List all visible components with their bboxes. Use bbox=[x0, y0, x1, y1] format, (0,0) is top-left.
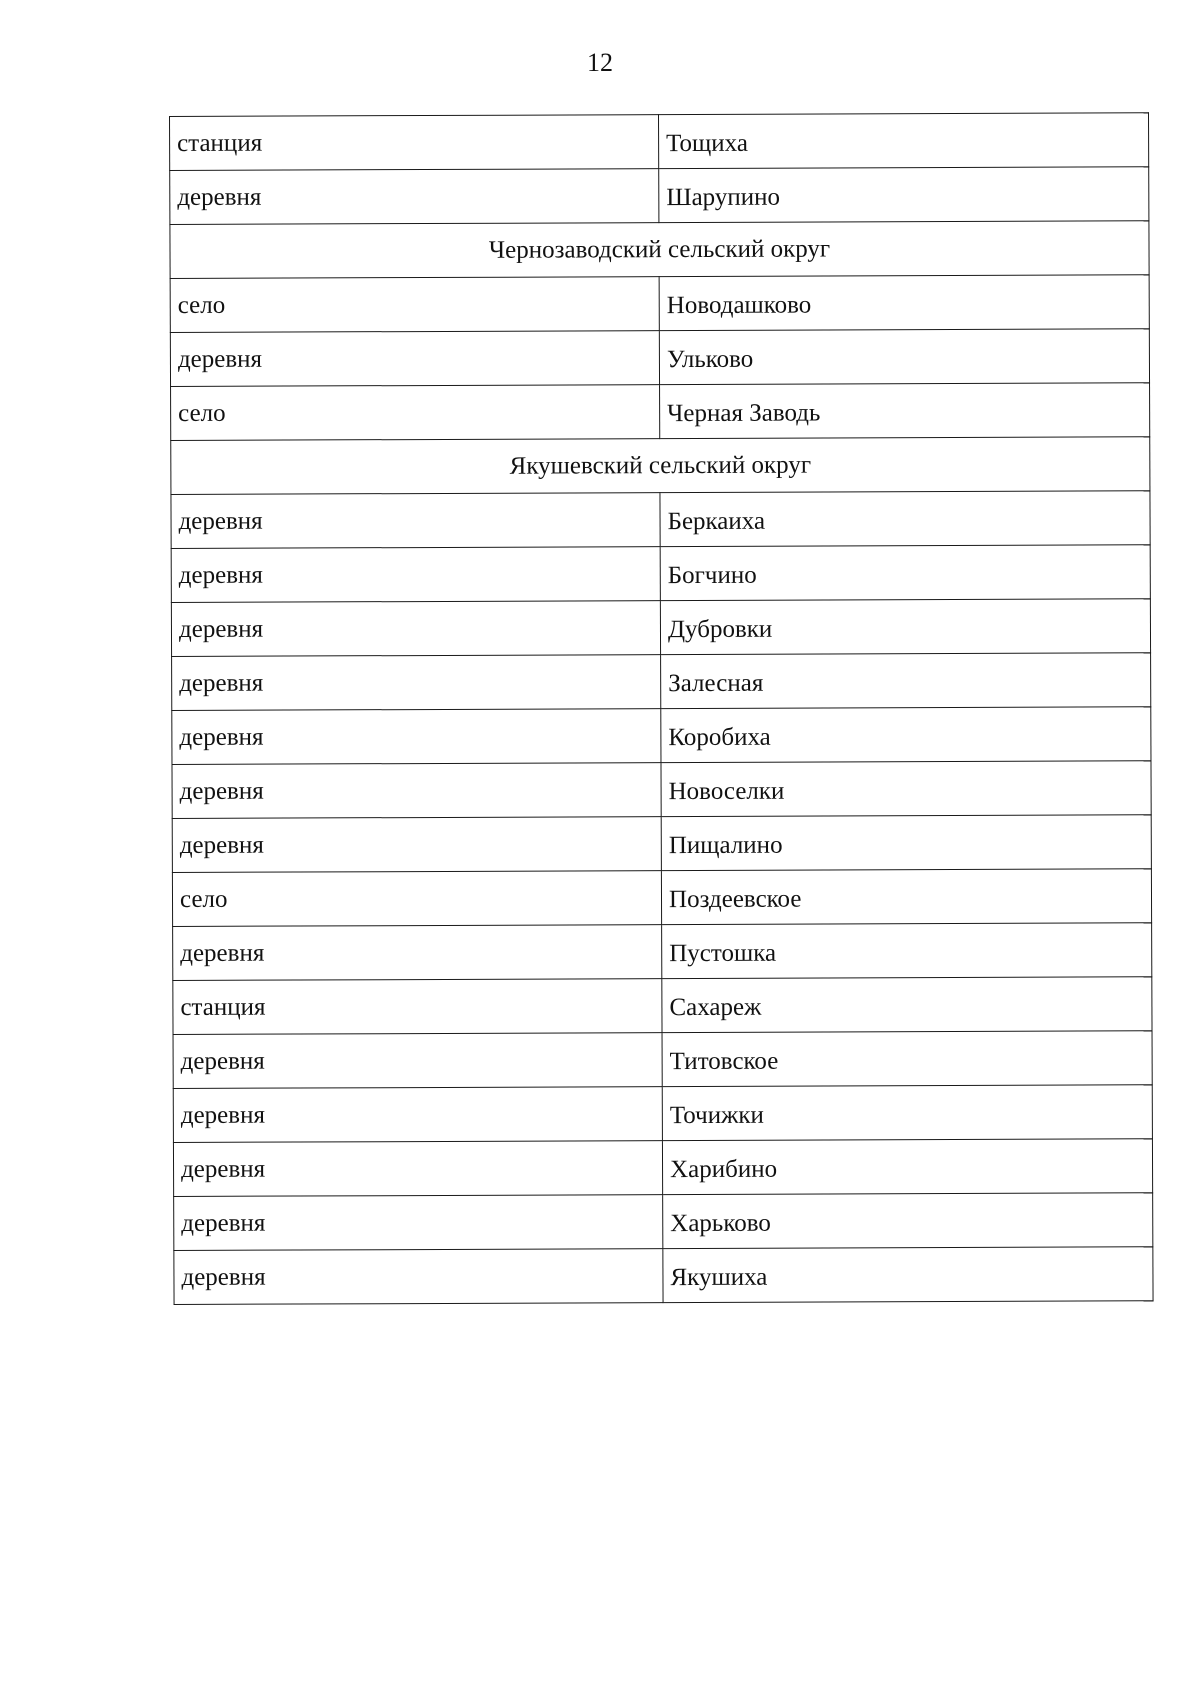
table-row bbox=[170, 329, 1149, 387]
table-row bbox=[173, 1031, 1152, 1089]
settlement-name: Поздеевское bbox=[661, 869, 1151, 925]
settlements-table-body bbox=[170, 113, 1154, 1305]
settlement-name: Новоселки bbox=[661, 761, 1151, 817]
table-row bbox=[170, 275, 1149, 333]
settlement-name: Пищалино bbox=[661, 815, 1151, 871]
settlements-table bbox=[169, 112, 1154, 1305]
settlement-type: деревня bbox=[171, 493, 660, 549]
table-row bbox=[170, 167, 1149, 225]
table-row bbox=[173, 977, 1152, 1035]
table-row bbox=[171, 599, 1150, 657]
settlement-type: деревня bbox=[170, 169, 659, 225]
settlement-type: деревня bbox=[173, 1087, 662, 1143]
table-row bbox=[172, 707, 1151, 765]
settlement-name: Пустошка bbox=[662, 923, 1152, 979]
table-row bbox=[170, 113, 1149, 171]
table-row bbox=[171, 545, 1150, 603]
district-header-row bbox=[170, 221, 1149, 279]
settlement-type: деревня bbox=[173, 1141, 662, 1197]
settlement-type: деревня bbox=[172, 655, 661, 711]
table-row bbox=[172, 761, 1151, 819]
settlement-type: деревня bbox=[172, 817, 661, 873]
settlement-name: Титовское bbox=[662, 1031, 1152, 1087]
table-row bbox=[174, 1193, 1153, 1251]
settlement-type: деревня bbox=[172, 763, 661, 819]
settlement-name: Ульково bbox=[659, 329, 1149, 385]
table-row bbox=[174, 1247, 1153, 1305]
table-row bbox=[173, 1139, 1152, 1197]
settlement-type: деревня bbox=[173, 925, 662, 981]
table-row bbox=[172, 653, 1151, 711]
table-row bbox=[173, 1085, 1152, 1143]
settlement-type: деревня bbox=[170, 331, 659, 387]
settlement-name: Дубровки bbox=[660, 599, 1150, 655]
settlement-type: деревня bbox=[174, 1195, 663, 1251]
settlement-type: станция bbox=[170, 115, 659, 171]
settlement-name: Беркаиха bbox=[660, 491, 1150, 547]
settlement-type: село bbox=[170, 277, 659, 333]
settlement-name: Богчино bbox=[660, 545, 1150, 601]
settlement-name: Черная Заводь bbox=[660, 383, 1150, 439]
table-row bbox=[171, 491, 1150, 549]
settlement-type: деревня bbox=[171, 601, 660, 657]
page-number: 12 bbox=[587, 48, 613, 77]
settlement-type: станция bbox=[173, 979, 662, 1035]
settlement-name: Харибино bbox=[662, 1139, 1152, 1195]
settlement-name: Точижки bbox=[662, 1085, 1152, 1141]
settlement-name: Якушиха bbox=[663, 1247, 1153, 1303]
settlement-name: Коробиха bbox=[661, 707, 1151, 763]
settlement-name: Сахареж bbox=[662, 977, 1152, 1033]
settlement-name: Харьково bbox=[663, 1193, 1153, 1249]
table-row bbox=[172, 869, 1151, 927]
settlement-name: Залесная bbox=[661, 653, 1151, 709]
table-row bbox=[172, 815, 1151, 873]
district-name: Якушевский сельский округ bbox=[171, 437, 1150, 495]
district-name: Чернозаводский сельский округ bbox=[170, 221, 1149, 279]
district-header-row bbox=[171, 437, 1150, 495]
settlement-type: село bbox=[171, 385, 660, 441]
settlement-name: Шарупино bbox=[659, 167, 1149, 223]
table-row bbox=[171, 383, 1150, 441]
settlement-type: деревня bbox=[174, 1249, 663, 1305]
settlement-name: Новодашково bbox=[659, 275, 1149, 331]
settlement-type: деревня bbox=[171, 547, 660, 603]
settlement-type: деревня bbox=[172, 709, 661, 765]
settlement-name: Тощиха bbox=[658, 113, 1148, 169]
settlement-type: село bbox=[172, 871, 661, 927]
settlement-type: деревня bbox=[173, 1033, 662, 1089]
table-row bbox=[173, 923, 1152, 981]
